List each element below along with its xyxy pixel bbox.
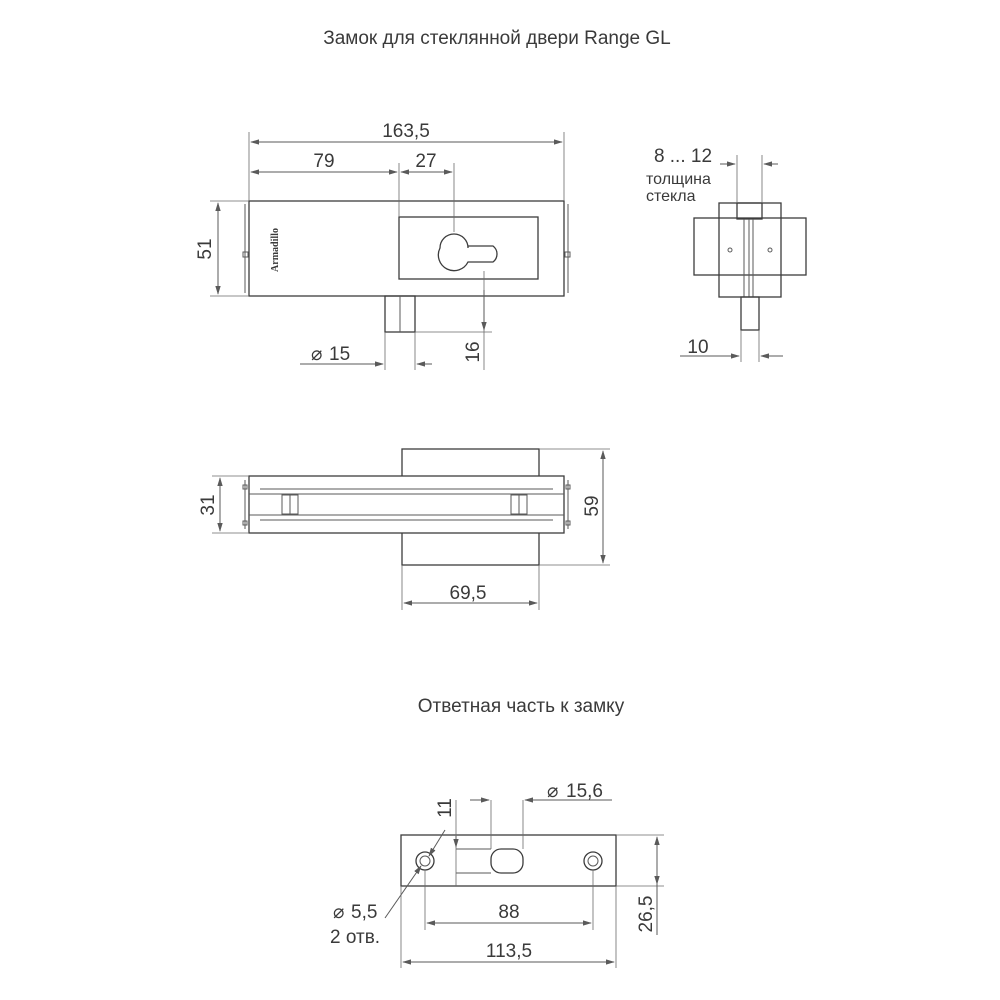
- dim-bolt-diameter-symbol: ⌀: [311, 344, 323, 365]
- dim-total-length: 163,5: [382, 121, 430, 142]
- keyhole-icon: [438, 234, 497, 271]
- glass-label-1: толщина: [646, 171, 711, 188]
- dim-69-5: 69,5: [449, 583, 487, 604]
- dim-strike-small-diameter-symbol: ⌀: [333, 902, 345, 923]
- dim-strike-11: 11: [435, 798, 456, 818]
- glass-slot: [737, 203, 762, 219]
- dim-strike-113-5: 113,5: [485, 941, 533, 962]
- lock-front-view: [195, 121, 570, 370]
- dim-79: 79: [313, 151, 335, 172]
- brand-logo: Armadillo: [270, 228, 281, 272]
- dim-strike-holes-count: 2 отв.: [330, 927, 381, 948]
- dim-strike-hole-5-5: 5,5: [351, 902, 378, 923]
- side-body: [694, 218, 806, 275]
- strike-bolt-hole: [491, 849, 523, 873]
- dim-59: 59: [582, 495, 603, 517]
- glass-label-2: стекла: [646, 188, 696, 205]
- strike-title: Ответная часть к замку: [417, 696, 625, 717]
- strike-plate-view: [330, 781, 664, 968]
- dim-27: 27: [415, 151, 437, 172]
- dim-strike-88: 88: [498, 902, 520, 923]
- lock-side-view: [646, 146, 806, 362]
- dim-10: 10: [687, 337, 709, 358]
- strike-hole-right: [584, 852, 602, 870]
- lock-top-view: [198, 449, 610, 610]
- dim-glass-range: 8 ... 12: [653, 146, 713, 167]
- dim-strike-hole-15-6: 15,6: [566, 781, 603, 802]
- lock-body-outline: [249, 201, 564, 296]
- dim-31: 31: [198, 494, 219, 516]
- dim-strike-hole-diameter-symbol: ⌀: [547, 781, 559, 802]
- dim-bolt-diameter: 15: [329, 344, 351, 365]
- main-title: Замок для стеклянной двери Range GL: [323, 28, 671, 49]
- dim-51: 51: [195, 238, 216, 260]
- strike-hole-left: [416, 852, 434, 870]
- dim-strike-26-5: 26,5: [636, 895, 657, 933]
- side-bolt: [741, 297, 759, 330]
- dim-16: 16: [463, 341, 484, 363]
